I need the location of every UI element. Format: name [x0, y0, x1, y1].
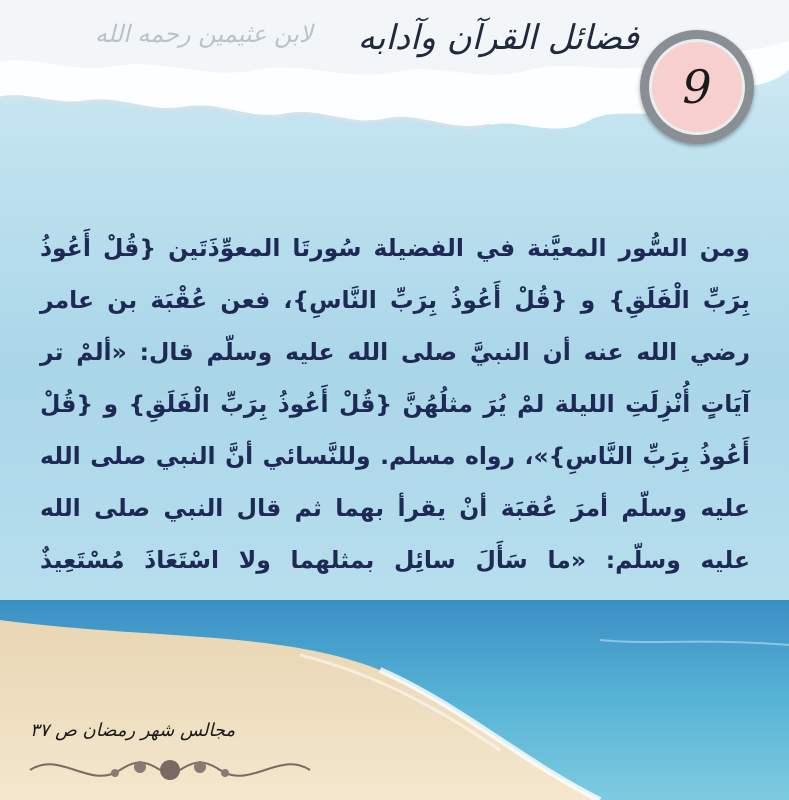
hadith-text: ومن السُّور المعيَّنة في الفضيلة سُورتَا المعوِّذَتَين {قُلْ أَعُوذُ بِرَبِّ الْفَلَقِ} و {قُلْ أَعُوذُ بِرَبِّ النَّاسِ}، فعن عُقْبَة بن عامر رضي الله عنه أن النبيَّ صلى الله عليه وسلّم قال: «ألمْ تر آيَاتٍ أُنْزِلَتِ الليلة لمْ يُرَ مثلُهُنَّ {قُلْ أَعُوذُ بِرَبِّ الْفَلَقِ} و {قُلْ أَعُوذُ بِرَبِّ النَّاسِ}»، رواه مسلم. وللنَّسائي أنَّ النبي صلى الله عليه وسلّم أمرَ عُقبَة أنْ يقرأ بهما ثم قال النبي صلى الله عليه وسلّم: «ما سَأَلَ سائِل بمثلهما ولا اسْتَعَاذَ مُسْتَعِيذٌ — [40, 234, 750, 574]
source-citation: مجالس شهر رمضان ص ٣٧ — [30, 720, 236, 741]
number-badge — [640, 30, 754, 144]
ornament-icon — [20, 745, 320, 795]
author-signature: لابن عثيمين رحمه الله — [95, 20, 313, 48]
page-title: فضائل القرآن وآدابه — [357, 18, 639, 58]
badge-number: 9 — [649, 39, 745, 135]
